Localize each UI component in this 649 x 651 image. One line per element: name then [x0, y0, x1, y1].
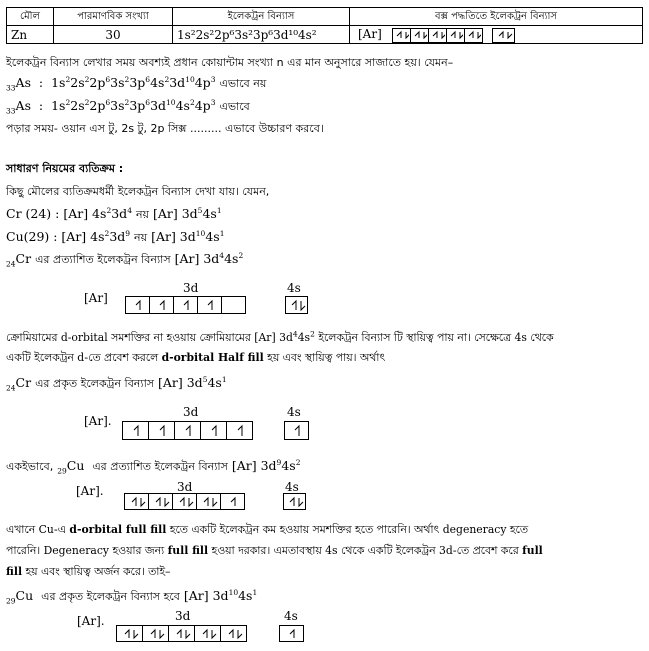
orbital-box: [493, 29, 515, 42]
spin-up-arrow-icon: [451, 32, 455, 38]
spin-up-arrow-icon: [469, 32, 473, 38]
table-row: [7, 26, 643, 44]
spin-down-arrow-icon: [301, 301, 305, 310]
spin-down-arrow-icon: [424, 32, 427, 38]
as-line-right: $_{33}$As : $1s^22s^22p^63s^23p^63d^{10}4s^24p^3$ এভাবে: [6, 97, 250, 116]
spin-up-arrow-icon: [397, 32, 401, 38]
orbital-box: [126, 297, 150, 313]
diagram1-d-label: 3d: [183, 281, 199, 295]
spin-down-arrow-icon: [212, 630, 216, 638]
box-prefix: [Ar]: [358, 27, 382, 42]
cr-line: Cr (24) : [Ar] $4s^23d^4$ নয় [Ar] $3d^54s^1$: [6, 205, 222, 221]
spin-up-arrow-icon: [156, 498, 160, 506]
copper-para-1: এখানে Cu-এ d-orbital full fill হতে একটি ইলেকট্রন কম হওয়ায় সমশক্তির হতে পারেনি। অর্থাৎ degeneracy হতে: [6, 523, 528, 536]
spin-up-arrow-icon: [212, 426, 216, 436]
orbital-box: [447, 29, 465, 42]
diagram3-d-boxes: [124, 493, 245, 510]
as-note-wrong: এভাবে নয়: [219, 77, 267, 90]
cu-line: Cu(29) : [Ar] $4s^23d^9$ নয় [Ar] $3d^{10}4s^1$: [6, 228, 225, 244]
diagram3-d-label: 3d: [177, 480, 193, 494]
spin-up-arrow-icon: [160, 426, 164, 436]
exceptions-intro: কিছু মৌলের ব্যতিক্রমধর্মী ইলেকট্রন বিন্যাস দেখা যায়। যেমন,: [6, 185, 270, 198]
orbital-box: [125, 494, 149, 509]
diagram3-prefix: [Ar].: [76, 484, 104, 498]
orbital-box: [221, 494, 245, 509]
cu-actual-line: $_{29}$Cu এর প্রকৃত ইলেকট্রন বিন্যাস হবে [Ar] $3d^{10}4s^1$: [6, 587, 258, 606]
diagram1-s-label: 4s: [287, 281, 301, 295]
table-header-row: [7, 8, 643, 26]
orbital-box: [393, 29, 411, 42]
copper-para-2: পারেনি। Degeneracy হওয়ার জন্য full fill হওয়া দরকার। এমতাবস্থায় 4s থেকে একটি ইলেকট্রন 3d-তে প্রবেশ করে full: [6, 544, 543, 557]
diagram1-prefix: [Ar]: [84, 291, 108, 305]
spin-up-arrow-icon: [184, 301, 188, 310]
cell-element: Zn: [7, 26, 54, 44]
header-box-config: বক্স পদ্ধতিতে ইলেকট্রন বিন্যাস: [350, 8, 643, 26]
orbital-box: [429, 29, 447, 42]
spin-up-arrow-icon: [433, 32, 437, 38]
as-note-right: এভাবে: [219, 100, 250, 113]
spin-down-arrow-icon: [213, 498, 217, 506]
orbital-box: [227, 422, 253, 439]
diagram4-s-label: 4s: [284, 609, 298, 623]
spin-down-arrow-icon: [186, 630, 190, 638]
diagram2-d-label: 3d: [183, 405, 199, 419]
diagram2-s-boxes: [284, 421, 309, 440]
table-d-boxes: [392, 28, 483, 43]
header-atomic-number: পারমাণবিক সংখ্যা: [54, 8, 173, 26]
cu-expected-line: একইভাবে, $_{29}$Cu এর প্রত্যাশিত ইলেকট্রন বিন্যাস [Ar] $3d^94s^2$: [6, 457, 301, 476]
spin-down-arrow-icon: [460, 32, 463, 38]
spin-up-arrow-icon: [231, 498, 235, 506]
spin-up-arrow-icon: [180, 498, 184, 506]
spin-down-arrow-icon: [141, 498, 145, 506]
orbital-box: [465, 29, 483, 42]
spin-up-arrow-icon: [290, 498, 294, 506]
orbital-box: [198, 297, 222, 313]
cell-box-config: [350, 26, 643, 44]
cr-actual-line: $_{24}$Cr এর প্রকৃত ইলেকট্রন বিন্যাস [Ar] $3d^54s^1$: [6, 374, 227, 393]
orbital-box: [195, 626, 221, 641]
orbital-box: [149, 422, 175, 439]
table-s-boxes: [492, 28, 515, 43]
orbital-box: [175, 422, 201, 439]
spin-down-arrow-icon: [406, 32, 409, 38]
orbital-box: [123, 422, 149, 439]
cr-expected-line: $_{24}$Cr এর প্রত্যাশিত ইলেকট্রন বিন্যাস [Ar] $3d^44s^2$: [6, 250, 244, 269]
spin-up-arrow-icon: [208, 301, 212, 310]
orbital-box: [150, 297, 174, 313]
spin-up-arrow-icon: [177, 630, 181, 638]
diagram4-d-boxes: [116, 625, 247, 642]
diagram4-d-label: 3d: [175, 609, 191, 623]
diagram4-s-boxes: [279, 625, 304, 642]
spin-up-arrow-icon: [132, 498, 136, 506]
spin-up-arrow-icon: [229, 630, 233, 638]
reading-text: পড়ার সময়- ওয়ান এস টু, 2s টু, 2p সিক্স ......... এভাবে উচ্চারণ করবে।: [6, 122, 324, 135]
diagram3-s-boxes: [283, 493, 306, 510]
spin-up-arrow-icon: [499, 32, 503, 38]
spin-up-arrow-icon: [238, 426, 242, 436]
diagram1-d-boxes: [125, 296, 246, 314]
orbital-box: [280, 626, 304, 641]
spin-up-arrow-icon: [415, 32, 419, 38]
orbital-box: [174, 297, 198, 313]
spin-up-arrow-icon: [136, 301, 140, 310]
orbital-box: [222, 297, 246, 313]
orbital-box: [149, 494, 173, 509]
spin-up-arrow-icon: [160, 301, 164, 310]
spin-down-arrow-icon: [442, 32, 445, 38]
orbital-box: [169, 626, 195, 641]
orbital-box: [143, 626, 169, 641]
orbital-box: [286, 297, 308, 313]
spin-down-arrow-icon: [478, 32, 481, 38]
spin-up-arrow-icon: [203, 630, 207, 638]
orbital-box: [201, 422, 227, 439]
chromium-para-2: একটি ইলেকট্রন d-তে প্রবেশ করলে d-orbital Half fill হয় এবং স্থায়িত্ব পায়। অর্থাৎ: [6, 351, 386, 364]
copper-para-3: fill হয় এবং স্থায়িত্ব অর্জন করে। তাই–: [6, 565, 171, 578]
intro-text: ইলেকট্রন বিন্যাস লেখার সময় অবশ্যই প্রধান কোয়ান্টাম সংখ্যা n এর মান অনুসারে সাজাতে হয়। যেমন–: [6, 56, 454, 69]
header-element: মৌল: [7, 8, 54, 26]
orbital-box: [285, 422, 309, 439]
diagram3-s-label: 4s: [285, 480, 299, 494]
spin-down-arrow-icon: [238, 630, 242, 638]
exceptions-heading: সাধারণ নিয়মের ব্যতিক্রম :: [6, 162, 124, 175]
as-line-wrong: $_{33}$As : $1s^22s^22p^63s^23p^64s^23d^{10}4p^3$ এভাবে নয়: [6, 74, 267, 93]
spin-down-arrow-icon: [299, 498, 303, 506]
orbital-box: [221, 626, 247, 641]
orbital-box: [197, 494, 221, 509]
diagram2-s-label: 4s: [287, 405, 301, 419]
orbital-box: [411, 29, 429, 42]
orbital-box: [284, 494, 306, 509]
orbital-box: [117, 626, 143, 641]
diagram1-s-boxes: [285, 296, 308, 314]
spin-down-arrow-icon: [165, 498, 169, 506]
diagram2-d-boxes: [122, 421, 253, 440]
table-orbital-group: [392, 28, 522, 42]
spin-up-arrow-icon: [292, 301, 296, 310]
diagram4-prefix: [Ar].: [77, 614, 105, 628]
diagram2-prefix: [Ar].: [84, 414, 112, 428]
spin-down-arrow-icon: [189, 498, 193, 506]
spin-down-arrow-icon: [508, 32, 512, 38]
orbital-box: [173, 494, 197, 509]
spin-down-arrow-icon: [134, 630, 138, 638]
spin-up-arrow-icon: [186, 426, 190, 436]
spin-up-arrow-icon: [295, 426, 299, 436]
cell-config: 1s²2s²2p⁶3s²3p⁶3d¹⁰4s²: [173, 26, 350, 44]
spin-up-arrow-icon: [290, 630, 294, 638]
spin-up-arrow-icon: [151, 630, 155, 638]
header-config: ইলেকট্রন বিন্যাস: [173, 8, 350, 26]
spin-up-arrow-icon: [125, 630, 129, 638]
chromium-para-1: ক্রোমিয়ামের d-orbital সমশক্তির না হওয়ায় ক্রোমিয়ামের [Ar] $3d^44s^2$ ইলেকট্রন বিন্যাস টি স্থায়িত্ব পায় না। সেক্ষেত্রে 4s থেকে: [6, 329, 554, 344]
spin-up-arrow-icon: [134, 426, 138, 436]
spin-down-arrow-icon: [160, 630, 164, 638]
cell-atomic-number: 30: [54, 26, 173, 44]
spin-up-arrow-icon: [204, 498, 208, 506]
zn-config-table: [6, 7, 643, 44]
